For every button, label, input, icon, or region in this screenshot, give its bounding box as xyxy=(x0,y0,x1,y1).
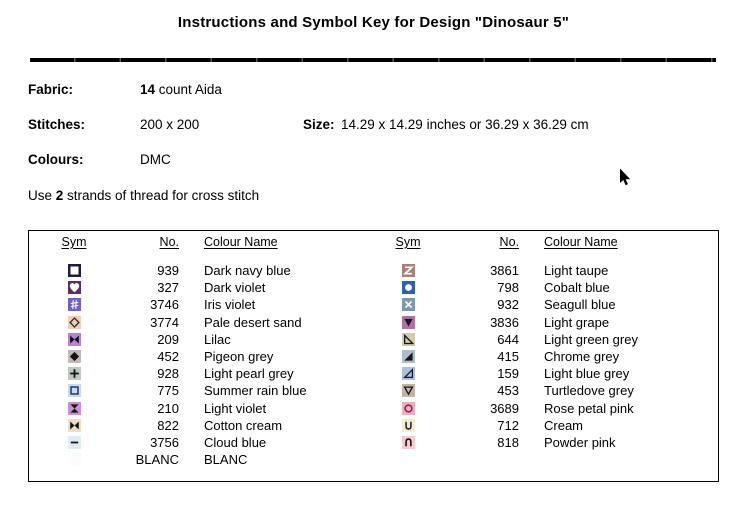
key-row xyxy=(375,314,718,331)
colour-name: Dark navy blue xyxy=(204,263,291,279)
strands-note: Use 2 strands of thread for cross stitch xyxy=(28,188,260,203)
bowtie-symbol-swatch xyxy=(68,333,81,346)
diamond-symbol-swatch xyxy=(68,350,81,363)
stitches-label: Stitches: xyxy=(28,117,86,132)
mouse-cursor-icon xyxy=(619,168,632,187)
colour-name: Iris violet xyxy=(204,297,256,313)
colour-name: Light pearl grey xyxy=(204,366,294,382)
triangle-lr-symbol-swatch xyxy=(402,350,415,363)
key-row xyxy=(375,262,718,279)
colour-name: Light green grey xyxy=(544,331,638,347)
header-colour-name: Colour Name xyxy=(544,235,618,249)
key-row xyxy=(375,348,718,365)
key-row xyxy=(29,348,375,365)
thread-number: 327 xyxy=(157,280,179,296)
key-row xyxy=(375,279,718,296)
thread-number: 775 xyxy=(157,383,179,399)
header-sym: Sym xyxy=(395,235,421,249)
square-outline-symbol-swatch xyxy=(68,384,81,397)
colour-name: Cotton cream xyxy=(204,417,283,433)
key-row xyxy=(29,314,375,331)
colour-name: BLANC xyxy=(204,452,248,468)
colour-name: Chrome grey xyxy=(544,349,620,365)
cap-shape-symbol-swatch xyxy=(402,436,415,449)
colour-name: Cloud blue xyxy=(204,434,267,450)
none-symbol-swatch xyxy=(68,453,81,466)
colour-name: Seagull blue xyxy=(544,297,616,313)
key-column-right xyxy=(375,231,718,481)
header-colour-name: Colour Name xyxy=(204,235,278,249)
colour-name: Summer rain blue xyxy=(204,383,307,399)
colours-row xyxy=(0,152,747,168)
hourglass-symbol-swatch xyxy=(68,402,81,415)
key-row xyxy=(29,382,375,399)
thread-number: 644 xyxy=(497,331,519,347)
colour-name: Dark violet xyxy=(204,280,266,296)
u-shape-symbol-swatch xyxy=(402,419,415,432)
minus-symbol-swatch xyxy=(68,436,81,449)
key-row xyxy=(29,417,375,434)
key-header-row xyxy=(375,234,718,250)
thread-number: 712 xyxy=(497,417,519,433)
thread-number: 159 xyxy=(497,366,519,382)
thread-number: 928 xyxy=(157,366,179,382)
key-header-row xyxy=(29,234,375,250)
key-row xyxy=(375,365,718,382)
circle-symbol-swatch xyxy=(402,281,415,294)
size-label: Size: xyxy=(303,117,335,132)
thread-number: 3689 xyxy=(490,400,519,416)
colour-name: Lilac xyxy=(204,331,231,347)
key-row xyxy=(375,331,718,348)
thread-number: 3746 xyxy=(150,297,179,313)
colour-name: Light blue grey xyxy=(544,366,630,382)
colours-value: DMC xyxy=(140,152,171,167)
colour-name: Cream xyxy=(544,417,584,433)
thread-number: 3756 xyxy=(150,434,179,450)
x-mark-symbol-swatch xyxy=(402,298,415,311)
colour-name: Light grape xyxy=(544,314,610,330)
thread-number: 3836 xyxy=(490,314,519,330)
thread-number: 209 xyxy=(157,331,179,347)
page-title: Instructions and Symbol Key for Design "Dinosaur 5" xyxy=(177,14,570,31)
heart-symbol-swatch xyxy=(68,281,81,294)
stitches-row xyxy=(0,117,747,133)
colour-name: Rose petal pink xyxy=(544,400,634,416)
letter-z-symbol-swatch xyxy=(402,264,415,277)
thread-number: 415 xyxy=(497,349,519,365)
thread-number: BLANC xyxy=(135,452,179,468)
title-divider xyxy=(30,58,716,62)
key-row xyxy=(375,417,718,434)
colour-name: Cobalt blue xyxy=(544,280,610,296)
fabric-value: 14 count Aida xyxy=(140,82,222,97)
colour-name: Pale desert sand xyxy=(204,314,302,330)
symbol-key-table xyxy=(28,230,719,482)
colours-label: Colours: xyxy=(28,152,84,167)
header-sym: Sym xyxy=(61,235,87,249)
plus-symbol-swatch xyxy=(68,367,81,380)
fabric-label: Fabric: xyxy=(28,82,74,97)
size-value: 14.29 x 14.29 inches or 36.29 x 36.29 cm xyxy=(341,117,589,132)
thread-number: 453 xyxy=(497,383,519,399)
triangle-ll-outline-symbol-swatch xyxy=(402,333,415,346)
diamond-outline-symbol-swatch xyxy=(68,316,81,329)
key-row xyxy=(29,331,375,348)
triangle-lr-outline-symbol-swatch xyxy=(402,367,415,380)
none-symbol-swatch xyxy=(68,264,81,277)
key-row xyxy=(375,400,718,417)
colour-name: Pigeon grey xyxy=(204,349,274,365)
stitches-value: 200 x 200 xyxy=(140,117,200,132)
thread-number: 3774 xyxy=(150,314,179,330)
key-row xyxy=(375,296,718,313)
circle-outline-symbol-swatch xyxy=(402,402,415,415)
key-column-left xyxy=(29,231,375,481)
colour-name: Light taupe xyxy=(544,263,609,279)
colour-name: Powder pink xyxy=(544,434,616,450)
thread-number: 818 xyxy=(497,434,519,450)
key-row xyxy=(29,434,375,451)
key-row xyxy=(29,365,375,382)
triangle-down-symbol-swatch xyxy=(402,316,415,329)
colour-name: Turtledove grey xyxy=(544,383,634,399)
thread-number: 798 xyxy=(497,280,519,296)
key-row xyxy=(29,296,375,313)
thread-number: 3861 xyxy=(490,263,519,279)
key-row xyxy=(375,382,718,399)
key-row xyxy=(29,262,375,279)
sharp-symbol-swatch xyxy=(68,298,81,311)
thread-number: 932 xyxy=(497,297,519,313)
triangle-down-outline-symbol-swatch xyxy=(402,384,415,397)
thread-number: 939 xyxy=(157,263,179,279)
key-row xyxy=(29,279,375,296)
key-row xyxy=(29,400,375,417)
fabric-row xyxy=(0,82,747,98)
bowtie-symbol-swatch xyxy=(68,419,81,432)
header-no: No. xyxy=(159,235,179,249)
thread-number: 210 xyxy=(157,400,179,416)
colour-name: Light violet xyxy=(204,400,267,416)
header-no: No. xyxy=(499,235,519,249)
thread-number: 822 xyxy=(157,417,179,433)
key-rows xyxy=(29,262,375,468)
key-row xyxy=(29,451,375,468)
key-rows xyxy=(375,262,718,451)
thread-number: 452 xyxy=(157,349,179,365)
key-row xyxy=(375,434,718,451)
